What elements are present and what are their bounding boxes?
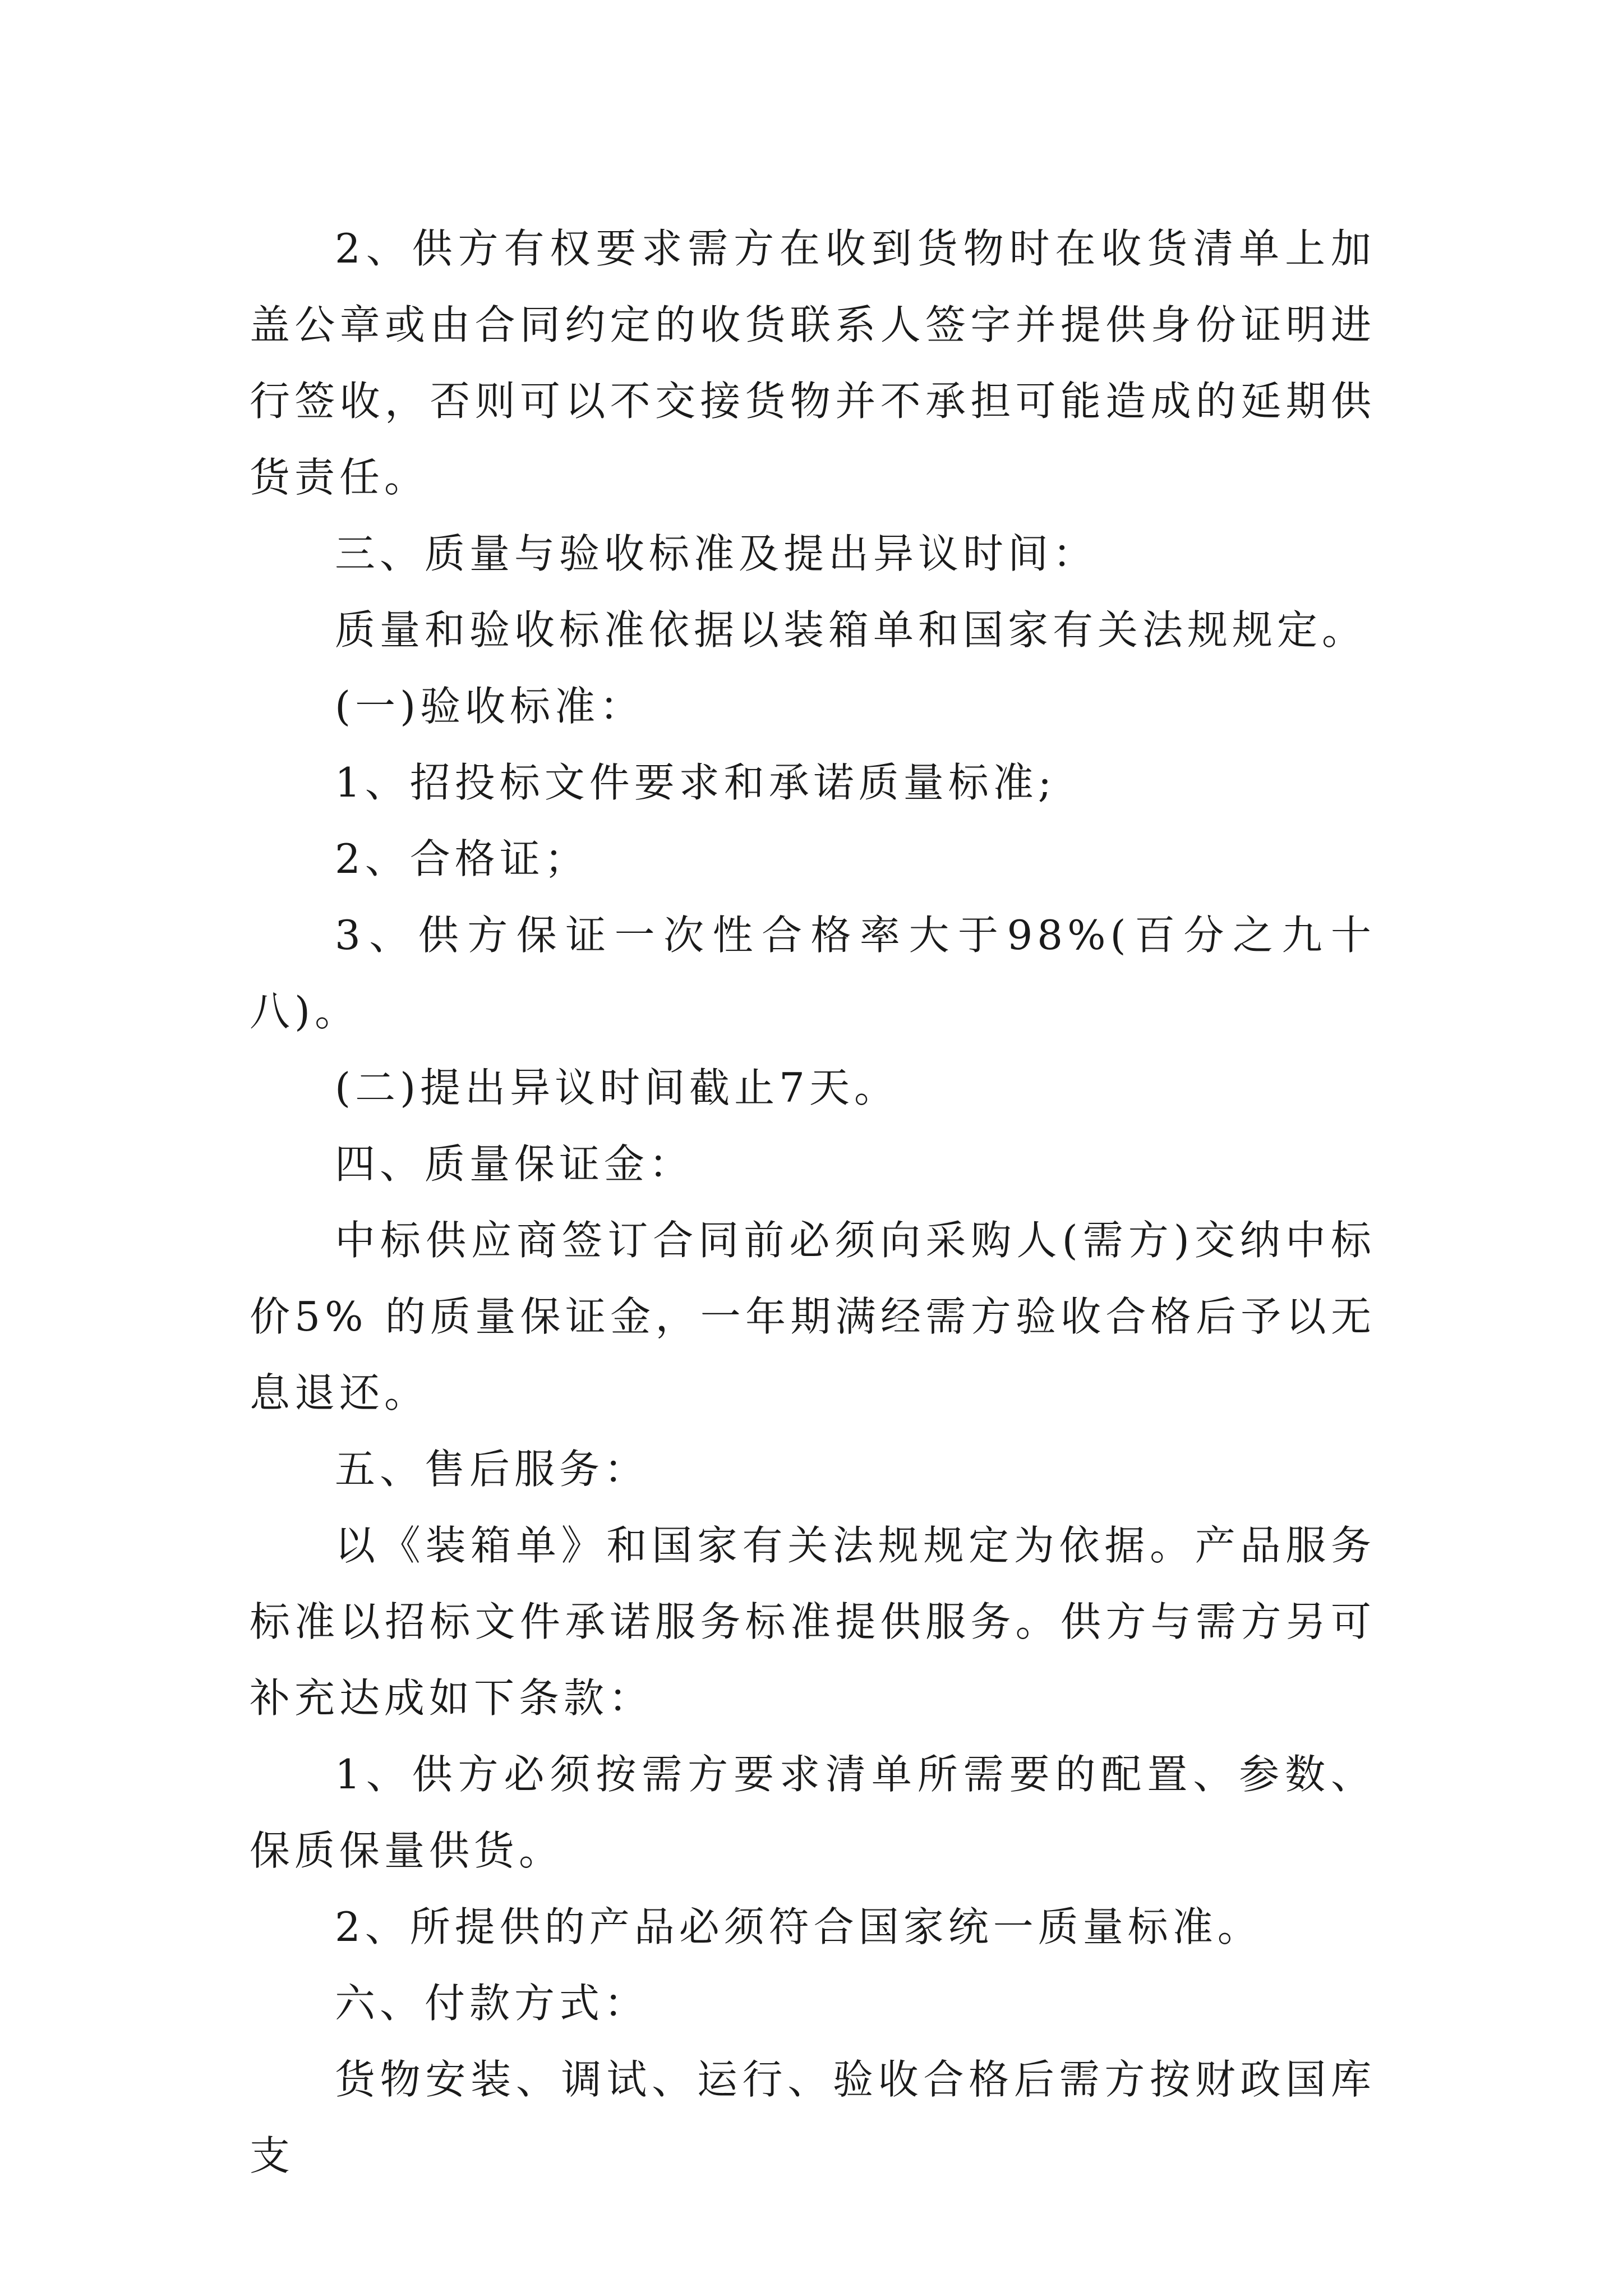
subheading-acceptance-standards: (一)验收标准： — [335, 683, 645, 730]
paragraph-quality-basis: 质量和验收标准依据以装箱单和国家有关法规规定。 — [335, 606, 1367, 654]
list-item-certificate: 2、合格证； — [335, 835, 589, 882]
list-item-pass-rate: 3、供方保证一次性合格率大于98%(百分之九十八)。 — [250, 912, 1376, 1035]
heading-after-sales: 五、售后服务： — [335, 1446, 649, 1493]
document-body — [250, 210, 1376, 2194]
paragraph-after-sales: 以《装箱单》和国家有关法规规定为依据。产品服务标准以招标文件承诺服务标准提供服务。供方与需方另可补充达成如下条款： — [250, 1522, 1376, 1722]
subheading-objection-deadline: (二)提出异议时间截止7天。 — [335, 1064, 899, 1111]
paragraph-quality-deposit: 中标供应商签订合同前必须向采购人(需方)交纳中标价5% 的质量保证金，一年期满经需方验收合格后予以无息退还。 — [250, 1217, 1376, 1416]
heading-quality-deposit: 四、质量保证金： — [335, 1140, 694, 1188]
list-item-national-standard: 2、所提供的产品必须符合国家统一质量标准。 — [335, 1903, 1262, 1950]
heading-payment-method: 六、付款方式： — [335, 1980, 649, 2027]
heading-quality-acceptance: 三、质量与验收标准及提出异议时间： — [335, 530, 1098, 577]
list-item-supply-config: 1、供方必须按需方要求清单所需要的配置、参数、保质保量供货。 — [250, 1751, 1376, 1874]
list-item-bid-requirements: 1、招投标文件要求和承诺质量标准; — [335, 759, 1057, 806]
paragraph-payment-method: 货物安装、调试、运行、验收合格后需方按财政国库支 — [250, 2056, 1376, 2179]
paragraph-supplier-receipt-rights: 2、供方有权要求需方在收到货物时在收货清单上加盖公章或由合同约定的收货联系人签字并提供身份证明进行签收，否则可以不交接货物并不承担可能造成的延期供货责任。 — [250, 225, 1376, 501]
